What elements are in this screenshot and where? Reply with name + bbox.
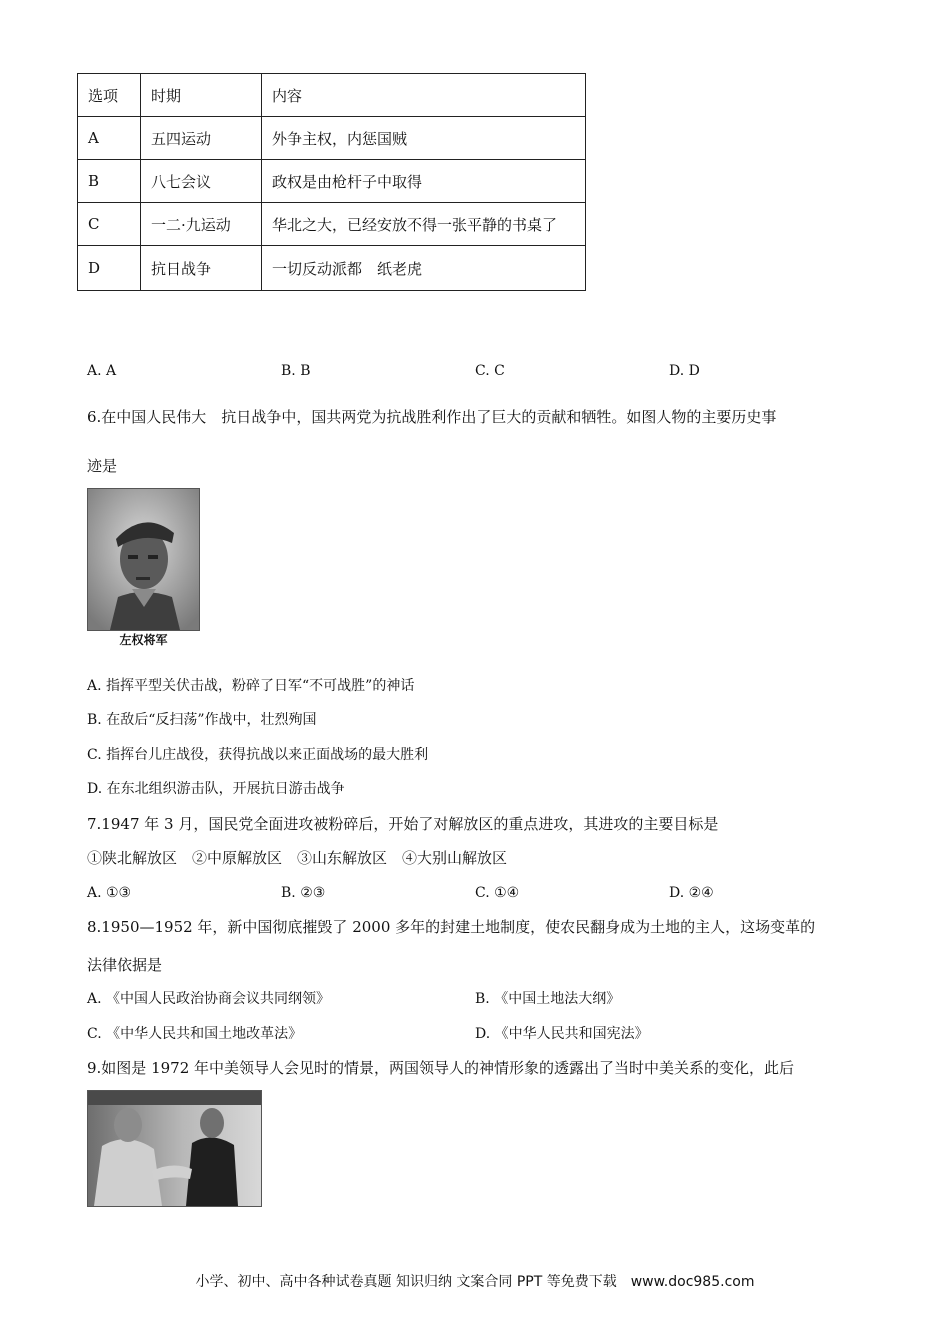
q5-table — [77, 73, 586, 291]
table-row — [78, 160, 586, 203]
meeting-illustration — [88, 1091, 261, 1206]
table-cell: 抗日战争 — [141, 246, 262, 291]
table-cell: B — [78, 160, 141, 203]
q7-stem: 7.1947 年 3 月，国民党全面进攻被粉碎后，开始了对解放区的重点进攻，其进攻的主要目标是 — [87, 815, 719, 833]
table-header-cell: 内容 — [262, 74, 586, 117]
q6-stem-line1: 6.在中国人民伟大 抗日战争中，国共两党为抗战胜利作出了巨大的贡献和牺牲。如图人物的主要历史事 — [87, 408, 777, 426]
q7-option-b: B. ②③ — [281, 885, 326, 901]
q5-option-c: C. C — [475, 363, 505, 379]
table-cell: 外争主权，内惩国贼 — [262, 117, 586, 160]
q6-option-b: B. 在敌后“反扫荡”作战中，壮烈殉国 — [87, 712, 317, 728]
q5-option-d: D. D — [669, 363, 700, 379]
table-cell: 五四运动 — [141, 117, 262, 160]
q6-stem-line2: 迹是 — [87, 457, 118, 475]
q8-option-c: C. 《中华人民共和国土地改革法》 — [87, 1026, 303, 1042]
table-cell: 一二·九运动 — [141, 203, 262, 246]
q7-option-d: D. ②④ — [669, 885, 714, 901]
page-footer: 小学、初中、高中各种试卷真题 知识归纳 文案合同 PPT 等免费下载 www.doc985.com — [195, 1274, 755, 1290]
q7-option-a: A. ①③ — [87, 885, 132, 901]
table-cell: A — [78, 117, 141, 160]
q8-stem-line1: 8.1950—1952 年，新中国彻底摧毁了 2000 多年的封建土地制度，使农民翻身成为土地的主人，这场变革的 — [87, 918, 816, 936]
table-header-cell: 时期 — [141, 74, 262, 117]
table-cell: C — [78, 203, 141, 246]
table-cell: 八七会议 — [141, 160, 262, 203]
table-row — [78, 203, 586, 246]
table-cell: 华北之大，已经安放不得一张平静的书桌了 — [262, 203, 586, 246]
q8-option-d: D. 《中华人民共和国宪法》 — [475, 1026, 649, 1042]
table-row — [78, 246, 586, 291]
leaders-meeting-photo — [87, 1090, 262, 1207]
table-row — [78, 117, 586, 160]
portrait-illustration — [88, 489, 199, 630]
q7-items: ①陕北解放区 ②中原解放区 ③山东解放区 ④大别山解放区 — [87, 849, 508, 867]
table-cell: D — [78, 246, 141, 291]
table-header-cell: 选项 — [78, 74, 141, 117]
table-cell: 一切反动派都 纸老虎 — [262, 246, 586, 291]
q6-option-d: D. 在东北组织游击队，开展抗日游击战争 — [87, 781, 345, 797]
q5-option-a: A. A — [87, 363, 117, 379]
q8-option-b: B. 《中国土地法大纲》 — [475, 991, 621, 1007]
q6-option-a: A. 指挥平型关伏击战，粉碎了日军“不可战胜”的神话 — [87, 678, 415, 694]
zuo-quan-portrait — [87, 488, 200, 631]
q8-option-a: A. 《中国人民政治协商会议共同纲领》 — [87, 991, 331, 1007]
q7-option-c: C. ①④ — [475, 885, 520, 901]
q6-option-c: C. 指挥台儿庄战役，获得抗战以来正面战场的最大胜利 — [87, 747, 429, 763]
table-cell: 政权是由枪杆子中取得 — [262, 160, 586, 203]
q8-stem-line2: 法律依据是 — [87, 956, 163, 974]
portrait-caption: 左权将军 — [119, 633, 168, 647]
q9-stem: 9.如图是 1972 年中美领导人会见时的情景，两国领导人的神情形象的透露出了当时中美关系的变化，此后 — [87, 1059, 795, 1077]
table-header-row — [78, 74, 586, 117]
q5-option-b: B. B — [281, 363, 311, 379]
